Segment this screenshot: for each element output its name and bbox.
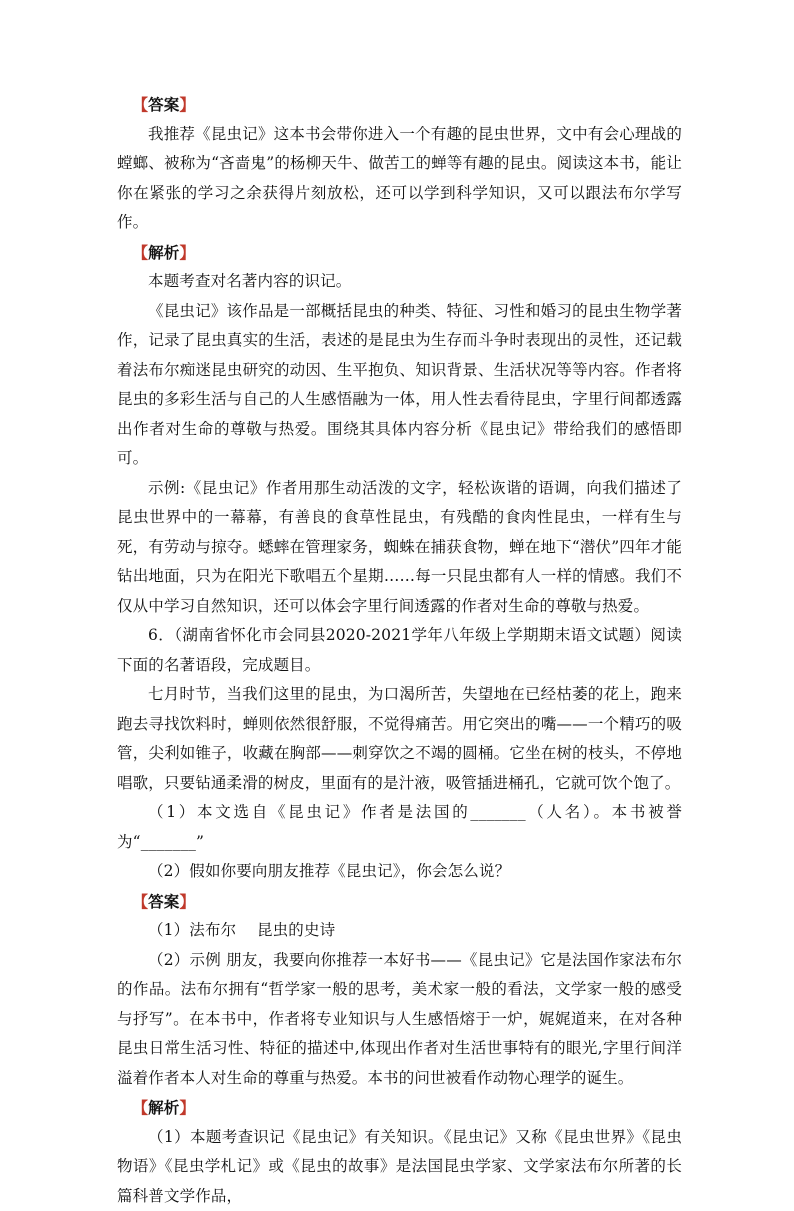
paragraph: （2）假如你要向朋友推荐《昆虫记》，你会怎么说？ [117, 857, 682, 887]
section-label: 【答案】 [117, 90, 682, 120]
section-label-text: 解析 [148, 243, 179, 262]
document-body [117, 90, 682, 1211]
section-label: 【解析】 [117, 1093, 682, 1123]
paragraph: 七月时节，当我们这里的昆虫，为口渴所苦，失望地在已经枯萎的花上，跑来跑去寻找饮料时，蝉则依然很舒服，不觉得痛苦。用它突出的嘴——一个精巧的吸管，尖利如锥子，收藏在胸部——刺穿饮之不竭的圆桶。它坐在树的枝头，不停地唱歌，只要钻通柔滑的树皮，里面有的是汁液，吸管插进桶孔，它就可饮个饱了。 [117, 680, 682, 798]
paragraph: 我推荐《昆虫记》这本书会带你进入一个有趣的昆虫世界，文中有会心理战的螳螂、被称为“吝啬鬼”的杨柳天牛、做苦工的蝉等有趣的昆虫。阅读这本书，能让你在紧张的学习之余获得片刻放松，还可以学到科学知识，又可以跟法布尔学写作。 [117, 120, 682, 238]
paragraph: 《昆虫记》该作品是一部概括昆虫的种类、特征、习性和婚习的昆虫生物学著作，记录了昆虫真实的生活，表述的是昆虫为生存而斗争时表现出的灵性，还记载着法布尔痴迷昆虫研究的动因、生平抱负、知识背景、生活状况等等内容。作者将昆虫的多彩生活与自己的人生感悟融为一体，用人性去看待昆虫，字里行间都透露出作者对生命的尊敬与热爱。围绕其具体内容分析《昆虫记》带给我们的感悟即可。 [117, 297, 682, 474]
section-label-text: 解析 [148, 1098, 179, 1117]
paragraph: （1）法布尔 昆虫的史诗 [117, 916, 682, 946]
section-label: 【答案】 [117, 887, 682, 917]
paragraph: （1）本题考查识记《昆虫记》有关知识。《昆虫记》又称《昆虫世界》《昆虫物语》《昆虫学札记》或《昆虫的故事》是法国昆虫学家、文学家法布尔所著的长篇科普文学作品， [117, 1123, 682, 1211]
paragraph: 示例:《昆虫记》作者用那生动活泼的文字，轻松诙谐的语调，向我们描述了昆虫世界中的一幕幕，有善良的食草性昆虫，有残酷的食肉性昆虫，一样有生与死，有劳动与掠夺。蟋蟀在管理家务，蜘蛛在捕获食物，蝉在地下“潜伏”四年才能钻出地面，只为在阳光下歌唱五个星期……每一只昆虫都有人一样的情感。我们不仅从中学习自然知识，还可以体会字里行间透露的作者对生命的尊敬与热爱。 [117, 474, 682, 622]
paragraph: 6．（湖南省怀化市会同县2020-2021学年八年级上学期期末语文试题）阅读下面的名著语段，完成题目。 [117, 621, 682, 680]
section-label-text: 答案 [148, 892, 179, 911]
paragraph: （1）本文选自《昆虫记》作者是法国的_______（人名）。本书被誉为“_______” [117, 798, 682, 857]
paragraph: （2）示例 朋友，我要向你推荐一本好书——《昆虫记》它是法国作家法布尔的作品。法布尔拥有“哲学家一般的思考，美术家一般的看法，文学家一般的感受与抒写”。在本书中，作者将专业知识与人生感悟熔于一炉，娓娓道来，在对各种昆虫日常生活习性、特征的描述中,体现出作者对生活世事特有的眼光,字里行间洋溢着作者本人对生命的尊重与热爱。本书的问世被看作动物心理学的诞生。 [117, 946, 682, 1094]
section-label-text: 答案 [148, 95, 179, 114]
section-label: 【解析】 [117, 238, 682, 268]
paragraph: 本题考查对名著内容的识记。 [117, 267, 682, 297]
